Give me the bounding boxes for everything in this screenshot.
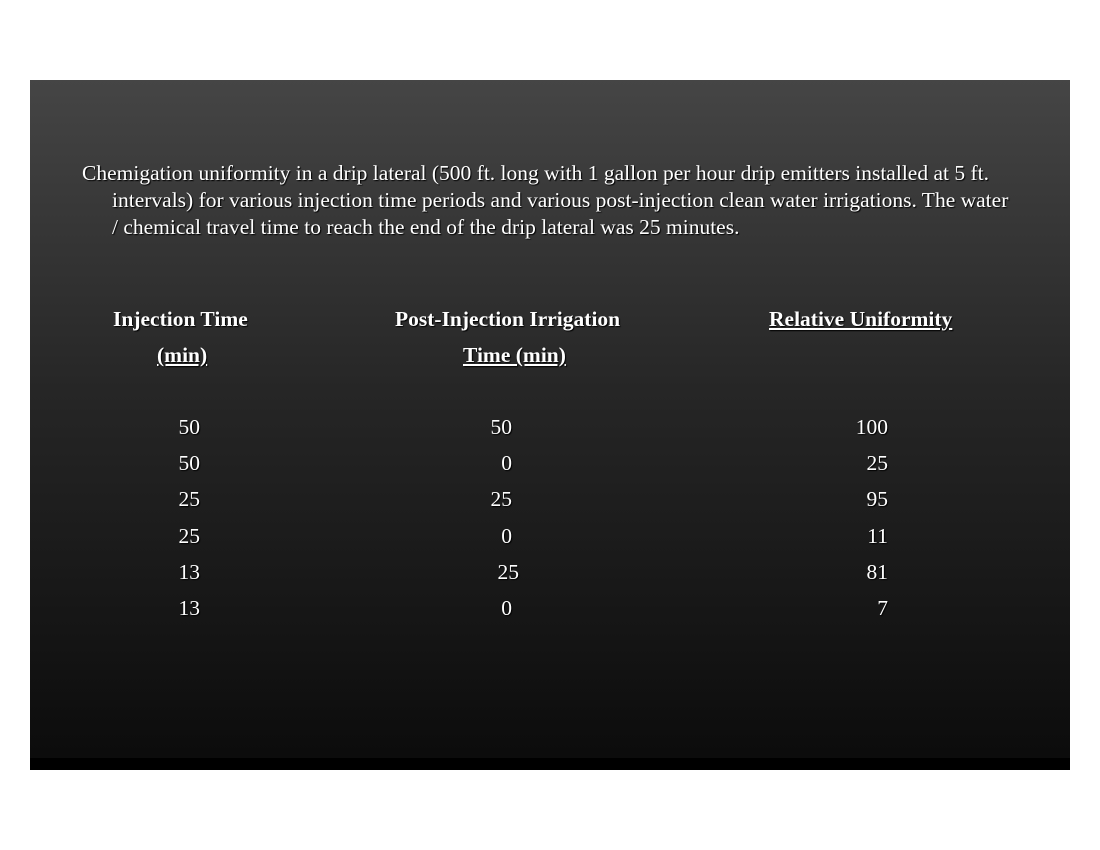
cell-injection: 13 <box>178 560 200 584</box>
header-post-injection-unit: Time (min) <box>463 343 566 367</box>
cell-post: 50 <box>490 415 512 439</box>
cell-post: 25 <box>497 560 519 584</box>
header-relative-uniformity: Relative Uniformity <box>769 307 953 331</box>
cell-uniformity: 95 <box>866 487 888 511</box>
header-injection-time: Injection Time <box>113 307 248 331</box>
header-injection-unit: (min) <box>157 343 208 367</box>
cell-post: 25 <box>490 487 512 511</box>
header-post-injection: Post-Injection Irrigation <box>395 307 621 331</box>
cell-uniformity: 100 <box>855 415 888 439</box>
intro-paragraph: Chemigation uniformity in a drip lateral (500 ft. long with 1 gallon per hour drip emitters installed at 5 ft. intervals) for various injection time periods and various post-injection clean water irrigations. The water / chemical travel time to reach the end of the drip lateral was 25 minutes. <box>82 161 1009 239</box>
slide-bottom-bar <box>30 758 1070 770</box>
cell-injection: 25 <box>178 487 200 511</box>
cell-post: 0 <box>501 451 512 475</box>
cell-uniformity: 7 <box>877 596 888 620</box>
cell-uniformity: 81 <box>866 560 888 584</box>
cell-post: 0 <box>501 596 512 620</box>
slide <box>30 80 1070 770</box>
cell-uniformity: 11 <box>867 524 888 548</box>
cell-injection: 25 <box>178 524 200 548</box>
cell-injection: 50 <box>178 415 200 439</box>
cell-post: 0 <box>501 524 512 548</box>
cell-injection: 50 <box>178 451 200 475</box>
cell-uniformity: 25 <box>866 451 888 475</box>
cell-injection: 13 <box>178 596 200 620</box>
